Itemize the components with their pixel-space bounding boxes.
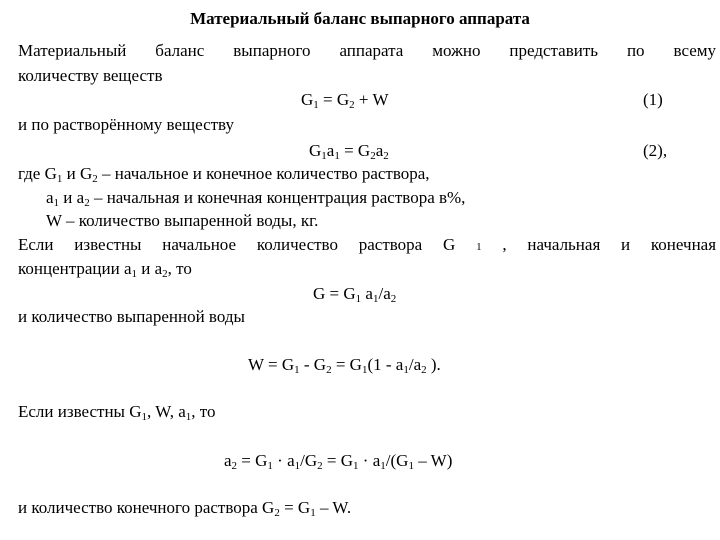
equation-1: $G_1 = G_2 + W$ — [301, 90, 389, 111]
definition-a: $a_1$ и $a_2$ – начальная и конечная концентрация раствора в%, — [46, 188, 466, 209]
equation-g: $G = G_1$ $a_1/a_2$ — [313, 284, 397, 305]
definition-g: где $G_1$ и $G_2$ – начальное и конечное количество раствора, — [18, 164, 430, 185]
equation-2-number: (2), — [643, 141, 668, 160]
equation-w: $W = G_1 - G_2 = G_1(1 - a_1/a_2$ ). — [248, 355, 441, 376]
paragraph-dissolved: и по растворённому веществу — [18, 115, 235, 134]
paragraph-evaporated-water: и количество выпаренной воды — [18, 307, 245, 326]
paragraph-if-known-line-2: концентрации $a_1$ и $a_2$, то — [18, 259, 192, 280]
paragraph-if-known-line-1: Если известны начальное количество раствора G 1 , начальная и конечная — [18, 235, 717, 254]
equation-2: $G_1a_1 = G_2a_2$ — [309, 141, 389, 162]
document-title: Материальный баланс выпарного аппарата — [190, 9, 530, 28]
paragraph-final-solution: и количество конечного раствора $G_2 = G_1 - W$. — [18, 498, 352, 519]
equation-a2: $a_2 = G_1 \cdot a_1/G_2 = G_1 \cdot a_1/(G_1 - W)$ — [224, 451, 453, 472]
paragraph-intro-line-1: Материальный баланс выпарного аппарата можно представить по всему — [18, 41, 716, 60]
equation-1-number: (1) — [643, 90, 663, 109]
paragraph-intro-line-2: количеству веществ — [18, 66, 163, 85]
definition-w: W – количество выпаренной воды, кг. — [46, 211, 319, 230]
paragraph-if-known-g1-w-a1: Если известны $G_1$, W, $a_1$, то — [18, 402, 216, 423]
